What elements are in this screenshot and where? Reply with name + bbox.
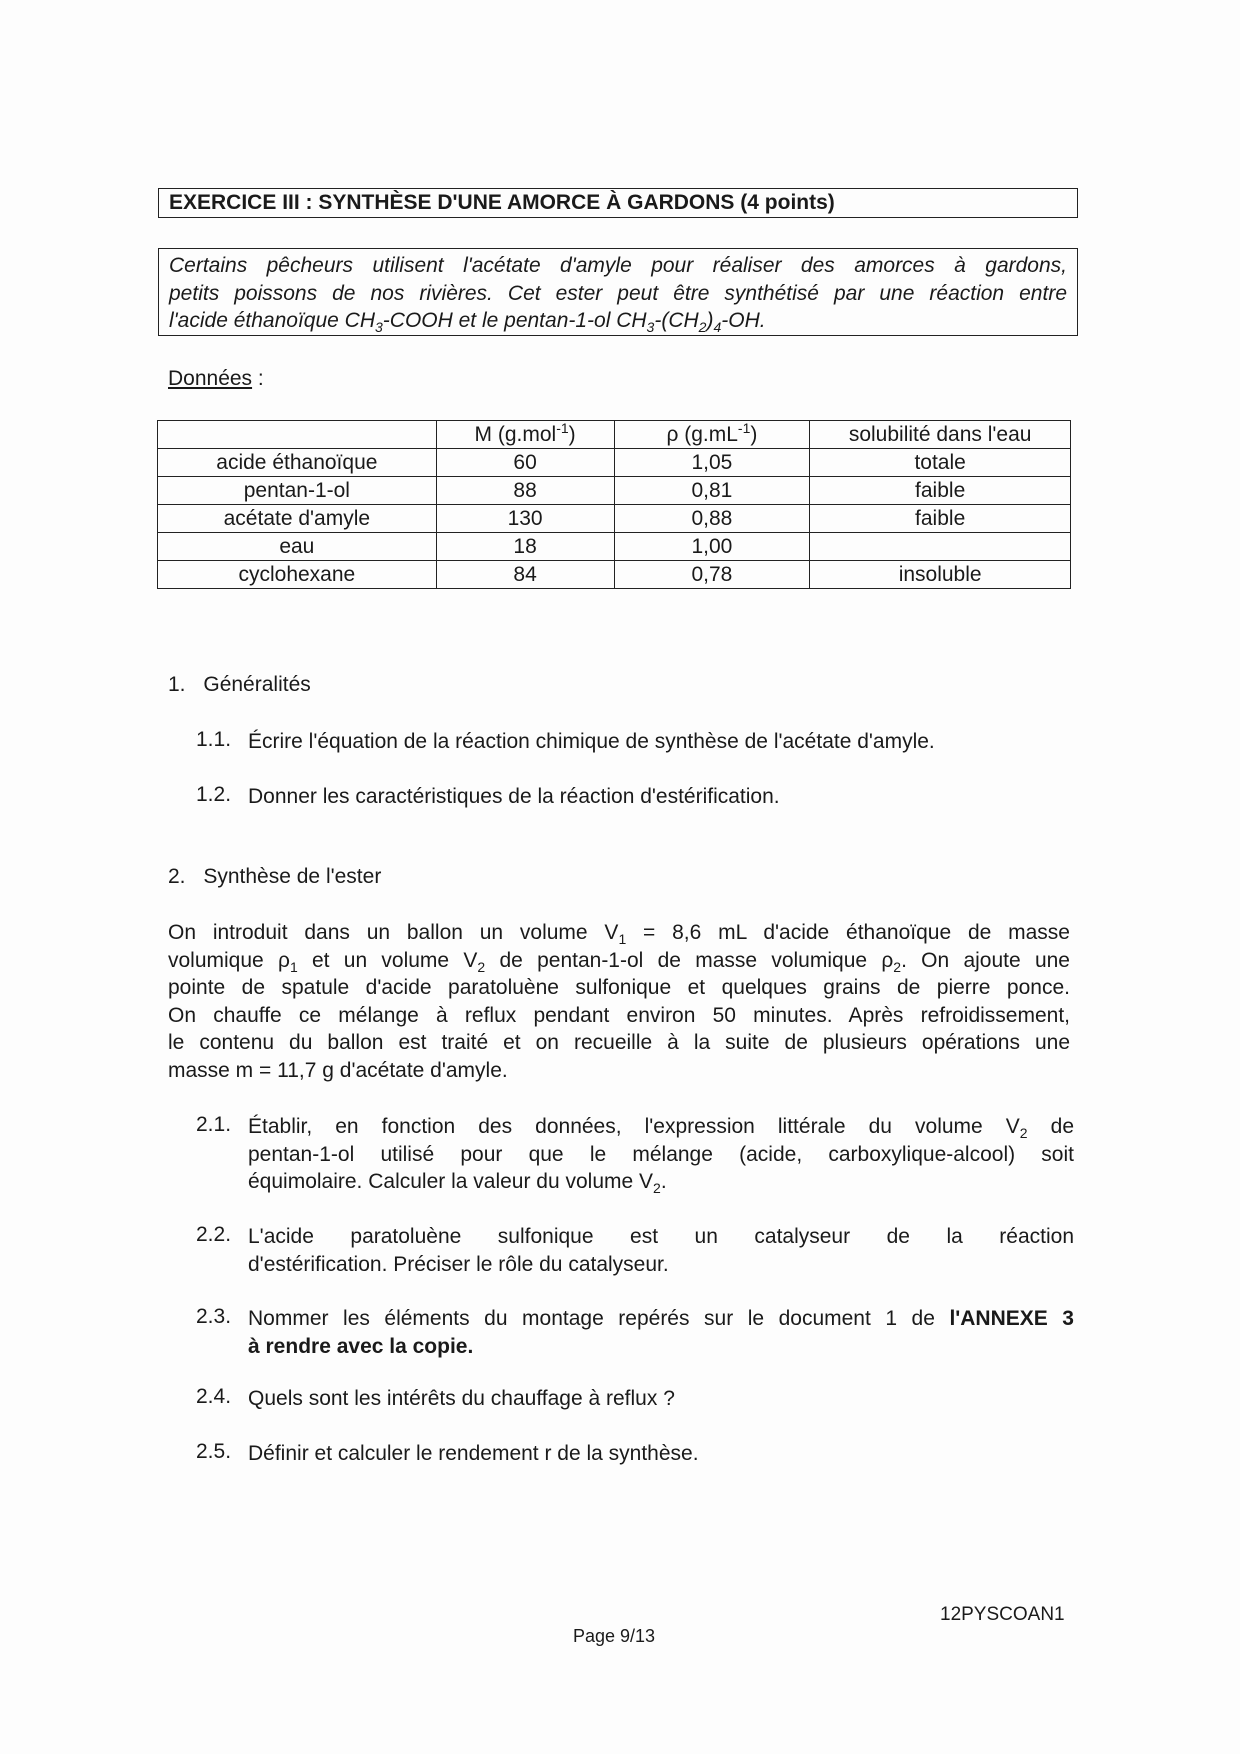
question-text: Donner les caractéristiques de la réaction d'estérification.: [248, 785, 780, 808]
header-density: ρ $(g.mL^{-1})$: [614, 421, 810, 449]
row-solubility: faible: [810, 477, 1071, 505]
question-number: 2.1.: [196, 1113, 232, 1136]
paragraph-line: volumique $\rho_1$ et un volume $V_2$ de pentan-1-ol de masse volumique $\rho_2$. On ajoute une: [168, 948, 1070, 975]
row-solubility: faible: [810, 505, 1071, 533]
question-text: Nommer les éléments du montage repérés sur le document 1 de l'ANNEXE 3 à rendre avec la copie.: [248, 1307, 1074, 1358]
row-molar-mass: 88: [436, 477, 614, 505]
question-text: Définir et calculer le rendement r de la synthèse.: [248, 1442, 699, 1465]
intro-line-1: Certains pêcheurs utilisent l'acétate d'amyle pour réaliser des amorces à gardons,: [169, 254, 1067, 277]
row-density: 1,05: [614, 449, 810, 477]
row-molar-mass: 18: [436, 533, 614, 561]
question-number: 2.5.: [196, 1440, 232, 1463]
question-2-1: [196, 1113, 1076, 1203]
paragraph-line: On introduit dans un ballon un volume $V_1 = 8,6$ mL d'acide éthanoïque de masse: [168, 921, 1070, 948]
section-number: 2.: [168, 865, 186, 888]
question-number: 1.1.: [196, 728, 232, 751]
question-2-2: [196, 1223, 1076, 1283]
row-density: 0,88: [614, 505, 810, 533]
section-number: 1.: [168, 673, 186, 696]
table-row: [158, 505, 1071, 533]
row-name: cyclohexane: [158, 561, 437, 589]
question-text: Écrire l'équation de la réaction chimique de synthèse de l'acétate d'amyle.: [248, 730, 935, 753]
table-header-row: [158, 421, 1071, 449]
section-title: Synthèse de l'ester: [203, 865, 382, 888]
document-code: 12PYSCOAN1: [940, 1604, 1065, 1625]
question-number: 2.4.: [196, 1385, 232, 1408]
question-text: Quels sont les intérêts du chauffage à reflux ?: [248, 1387, 675, 1410]
table-row: [158, 561, 1071, 589]
row-molar-mass: 130: [436, 505, 614, 533]
paragraph-line: pointe de spatule d'acide paratoluène sulfonique et quelques grains de pierre ponce.: [168, 976, 1070, 999]
question-1-1: [196, 728, 1076, 758]
header-solubility: solubilité dans l'eau: [810, 421, 1071, 449]
row-density: 1,00: [614, 533, 810, 561]
paragraph-line: On chauffe ce mélange à reflux pendant environ 50 minutes. Après refroidissement,: [168, 1003, 1070, 1027]
question-number: 2.3.: [196, 1305, 232, 1328]
row-solubility: [810, 533, 1071, 561]
row-name: acétate d'amyle: [158, 505, 437, 533]
table-row: [158, 477, 1071, 505]
question-2-4: [196, 1385, 1076, 1415]
row-density: 0,81: [614, 477, 810, 505]
paragraph-line: le contenu du ballon est traité et on recueille à la suite de plusieurs opérations une: [168, 1031, 1070, 1054]
question-number: 1.2.: [196, 783, 232, 806]
row-solubility: insoluble: [810, 561, 1071, 589]
question-1-2: [196, 783, 1076, 813]
question-text: L'acide paratoluène sulfonique est un catalyseur de la réaction d'estérification. Préciser le rôle du catalyseur.: [248, 1225, 1074, 1276]
header-molar-mass: M (g.mol$^{-1}$): [436, 421, 614, 449]
question-2-5: [196, 1440, 1076, 1470]
page-number: Page 9/13: [573, 1626, 656, 1646]
row-name: acide éthanoïque: [158, 449, 437, 477]
section-2-paragraph: [168, 919, 1070, 1084]
data-table: [157, 420, 1071, 589]
row-density: 0,78: [614, 561, 810, 589]
question-text: Établir, en fonction des données, l'expression littérale du volume $V_2$ de pentan-1-ol utilisé pour que le mélange (acide, carboxylique-alcool) soit équimolaire. Calculer la valeur du volume $V_2$.: [248, 1115, 1074, 1197]
row-molar-mass: 60: [436, 449, 614, 477]
section-1-heading: [168, 673, 311, 697]
section-2-heading: [168, 865, 381, 889]
donnees-heading: Données :: [168, 367, 264, 390]
row-molar-mass: 84: [436, 561, 614, 589]
row-solubility: totale: [810, 449, 1071, 477]
intro-line-3: l'acide éthanoïque $CH_3$-COOH et le pentan-1-ol $CH_3-(CH_2)_4-OH$.: [169, 309, 766, 336]
question-number: 2.2.: [196, 1223, 232, 1246]
paragraph-line: masse m = 11,7 g d'acétate d'amyle.: [168, 1058, 508, 1082]
table-row: [158, 533, 1071, 561]
table-row: [158, 449, 1071, 477]
row-name: eau: [158, 533, 437, 561]
row-name: pentan-1-ol: [158, 477, 437, 505]
exercise-title: EXERCICE III : SYNTHÈSE D'UNE AMORCE À GARDONS (4 points): [158, 188, 1078, 218]
table-corner-cell: [158, 421, 437, 449]
intro-text: [158, 248, 1078, 336]
section-title: Généralités: [203, 673, 311, 696]
intro-line-2: petits poissons de nos rivières. Cet ester peut être synthétisé par une réaction entre: [169, 281, 1067, 305]
question-2-3: [196, 1305, 1076, 1365]
